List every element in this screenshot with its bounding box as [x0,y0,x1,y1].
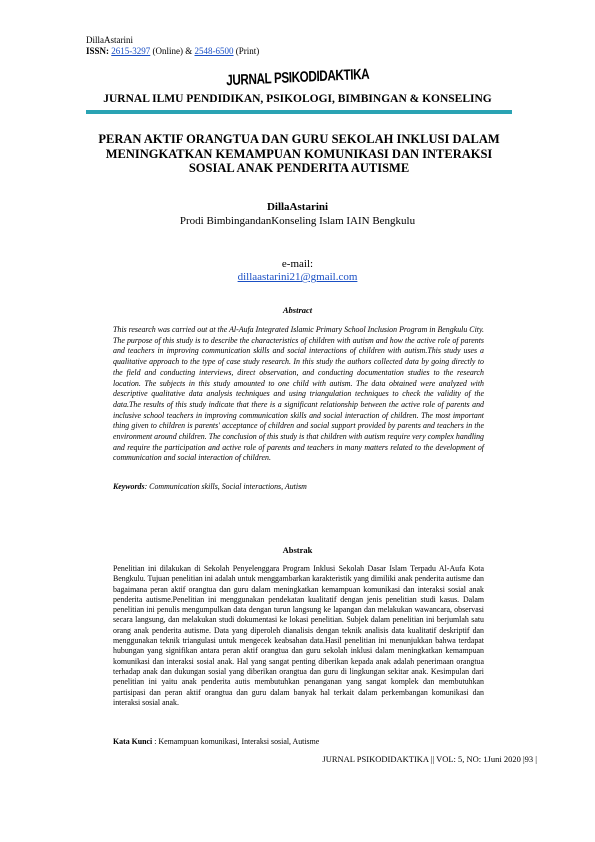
abstrak-heading: Abstrak [282,545,313,555]
issn-print-suffix: (Print) [235,46,260,56]
issn-online-link[interactable]: 2615-3297 [111,46,151,56]
title-line: MENINGKATKAN KEMAMPUAN KOMUNIKASI DAN INTERAKSI [105,146,493,161]
email-row [0,271,595,283]
kata-kunci-text: : Kemampuan komunikasi, Interaksi sosial, Autisme [154,737,320,746]
kata-kunci-line [113,737,484,746]
abstract-text: This research was carried out at the Al-Aufa Integrated Islamic Primary School Inclusion Program in Bengkulu City. The purpose of this study is to describe the characteristics of children with autism and how the active role of parents and teachers in improving communication skills and social interactions of children with autism.This study uses a qualitative approach to the type of case study research. In this study the authors collected data by going directly to the field and conducting interviews, direct observation, and conducting documentation studies to the research location. The subjects in this study amounted to one child with autism. The data obtained were analyzed with descriptive qualitative data analysis techniques and using triangulation techniques to check the validity of the data.The results of this study indicate that there is a significant relationship between the active role of parents and inclusive school teachers in improving communication skills and social interaction of children. The most important thing given to children is parents' acceptance of children and social support provided by parents and teachers in the environment around children. The conclusion of this study is that children with autism require very complex handling and require the participation and active role of parents and teachers in many matters related to the development of communication and social interaction of children. [113,325,484,463]
running-header-author: DillaAstarini [86,35,133,45]
keywords-line [113,482,484,491]
author-name: DillaAstarini [266,201,329,213]
email-label: e-mail: [281,258,314,270]
issn-line [86,46,259,56]
issn-print-link[interactable]: 2548-6500 [194,46,234,56]
journal-logo-text: JURNAL PSIKODIDAKTIKA [225,65,370,90]
email-link[interactable]: dillaastarini21@gmail.com [237,271,358,283]
title-line: PERAN AKTIF ORANGTUA DAN GURU SEKOLAH INKLUSI DALAM [98,132,500,146]
page-footer: JURNAL PSIKODIDAKTIKA || VOL: 5, NO: 1Juni 2020 |93 | [322,754,537,764]
author-affiliation: Prodi BimbingandanKonseling Islam IAIN Bengkulu [179,215,416,227]
journal-logo [0,65,595,90]
issn-online-suffix: (Online) & [152,46,193,56]
title-line: SOSIAL ANAK PENDERITA AUTISME [188,161,410,175]
abstract-heading: Abstract [282,305,313,315]
keywords-label: Keywords [113,482,145,491]
header-rule [86,110,512,114]
journal-subtitle: JURNAL ILMU PENDIDIKAN, PSIKOLOGI, BIMBINGAN & KONSELING [103,93,492,105]
keywords-text: : Communication skills, Social interactions, Autism [144,482,307,491]
abstrak-text: Penelitian ini dilakukan di Sekolah Penyelenggara Program Inklusi Sekolah Dasar Islam Terpadu Al-Aufa Kota Bengkulu. Tujuan penelitian ini adalah untuk menggambarkan karakteristik yang dimiliki anak penderita autisme dan bagaimana peran aktif orangtua dan guru dalam meningkatkan kemampuan komunikasi dan interaksi sosial anak penderita autisme.Penelitian ini menggunakan pendekatan kualitatif dengan jenis penelitian studi kasus. Dalam penelitian ini penulis mengumpulkan data dengan turun langsung ke lapangan dan melakukan wawancara, observasi secara langsung, dan melakukan studi dokumentasi ke lokasi penelitian. Subjek dalam penelitian ini berjumlah satu orang anak penderita autisme. Data yang diperoleh dianalisis dengan teknik analisis data kualitatif deskriptif dan menggunakan teknik triangulasi untuk mengecek keabsahan data.Hasil penelitian ini menunjukkan bahwa terdapat hubungan yang signifikan antara peran aktif orangtua dan guru sekolah inklusi dalam meningkatkan kemampuan komunikasi dan interaksi sosial anak. Hal yang sangat penting diberikan kepada anak adalah penerimaan orangtua terhadap anak dan dukungan sosial yang diberikan orangtua dan guru di lingkungan sekitar anak. Kesimpulan dari penelitian ini yaitu anak penderita autis membutuhkan penanganan yang sangat komplek dan membutuhkan partisipasi dan peran aktif orangtua dan guru dalam banyak hal terkait dalam perkembangan komunikasi dan interaksi sosial anak. [113,564,484,707]
issn-label: ISSN: [86,46,110,56]
paper-title [86,132,512,176]
kata-kunci-label: Kata Kunci [113,737,153,746]
